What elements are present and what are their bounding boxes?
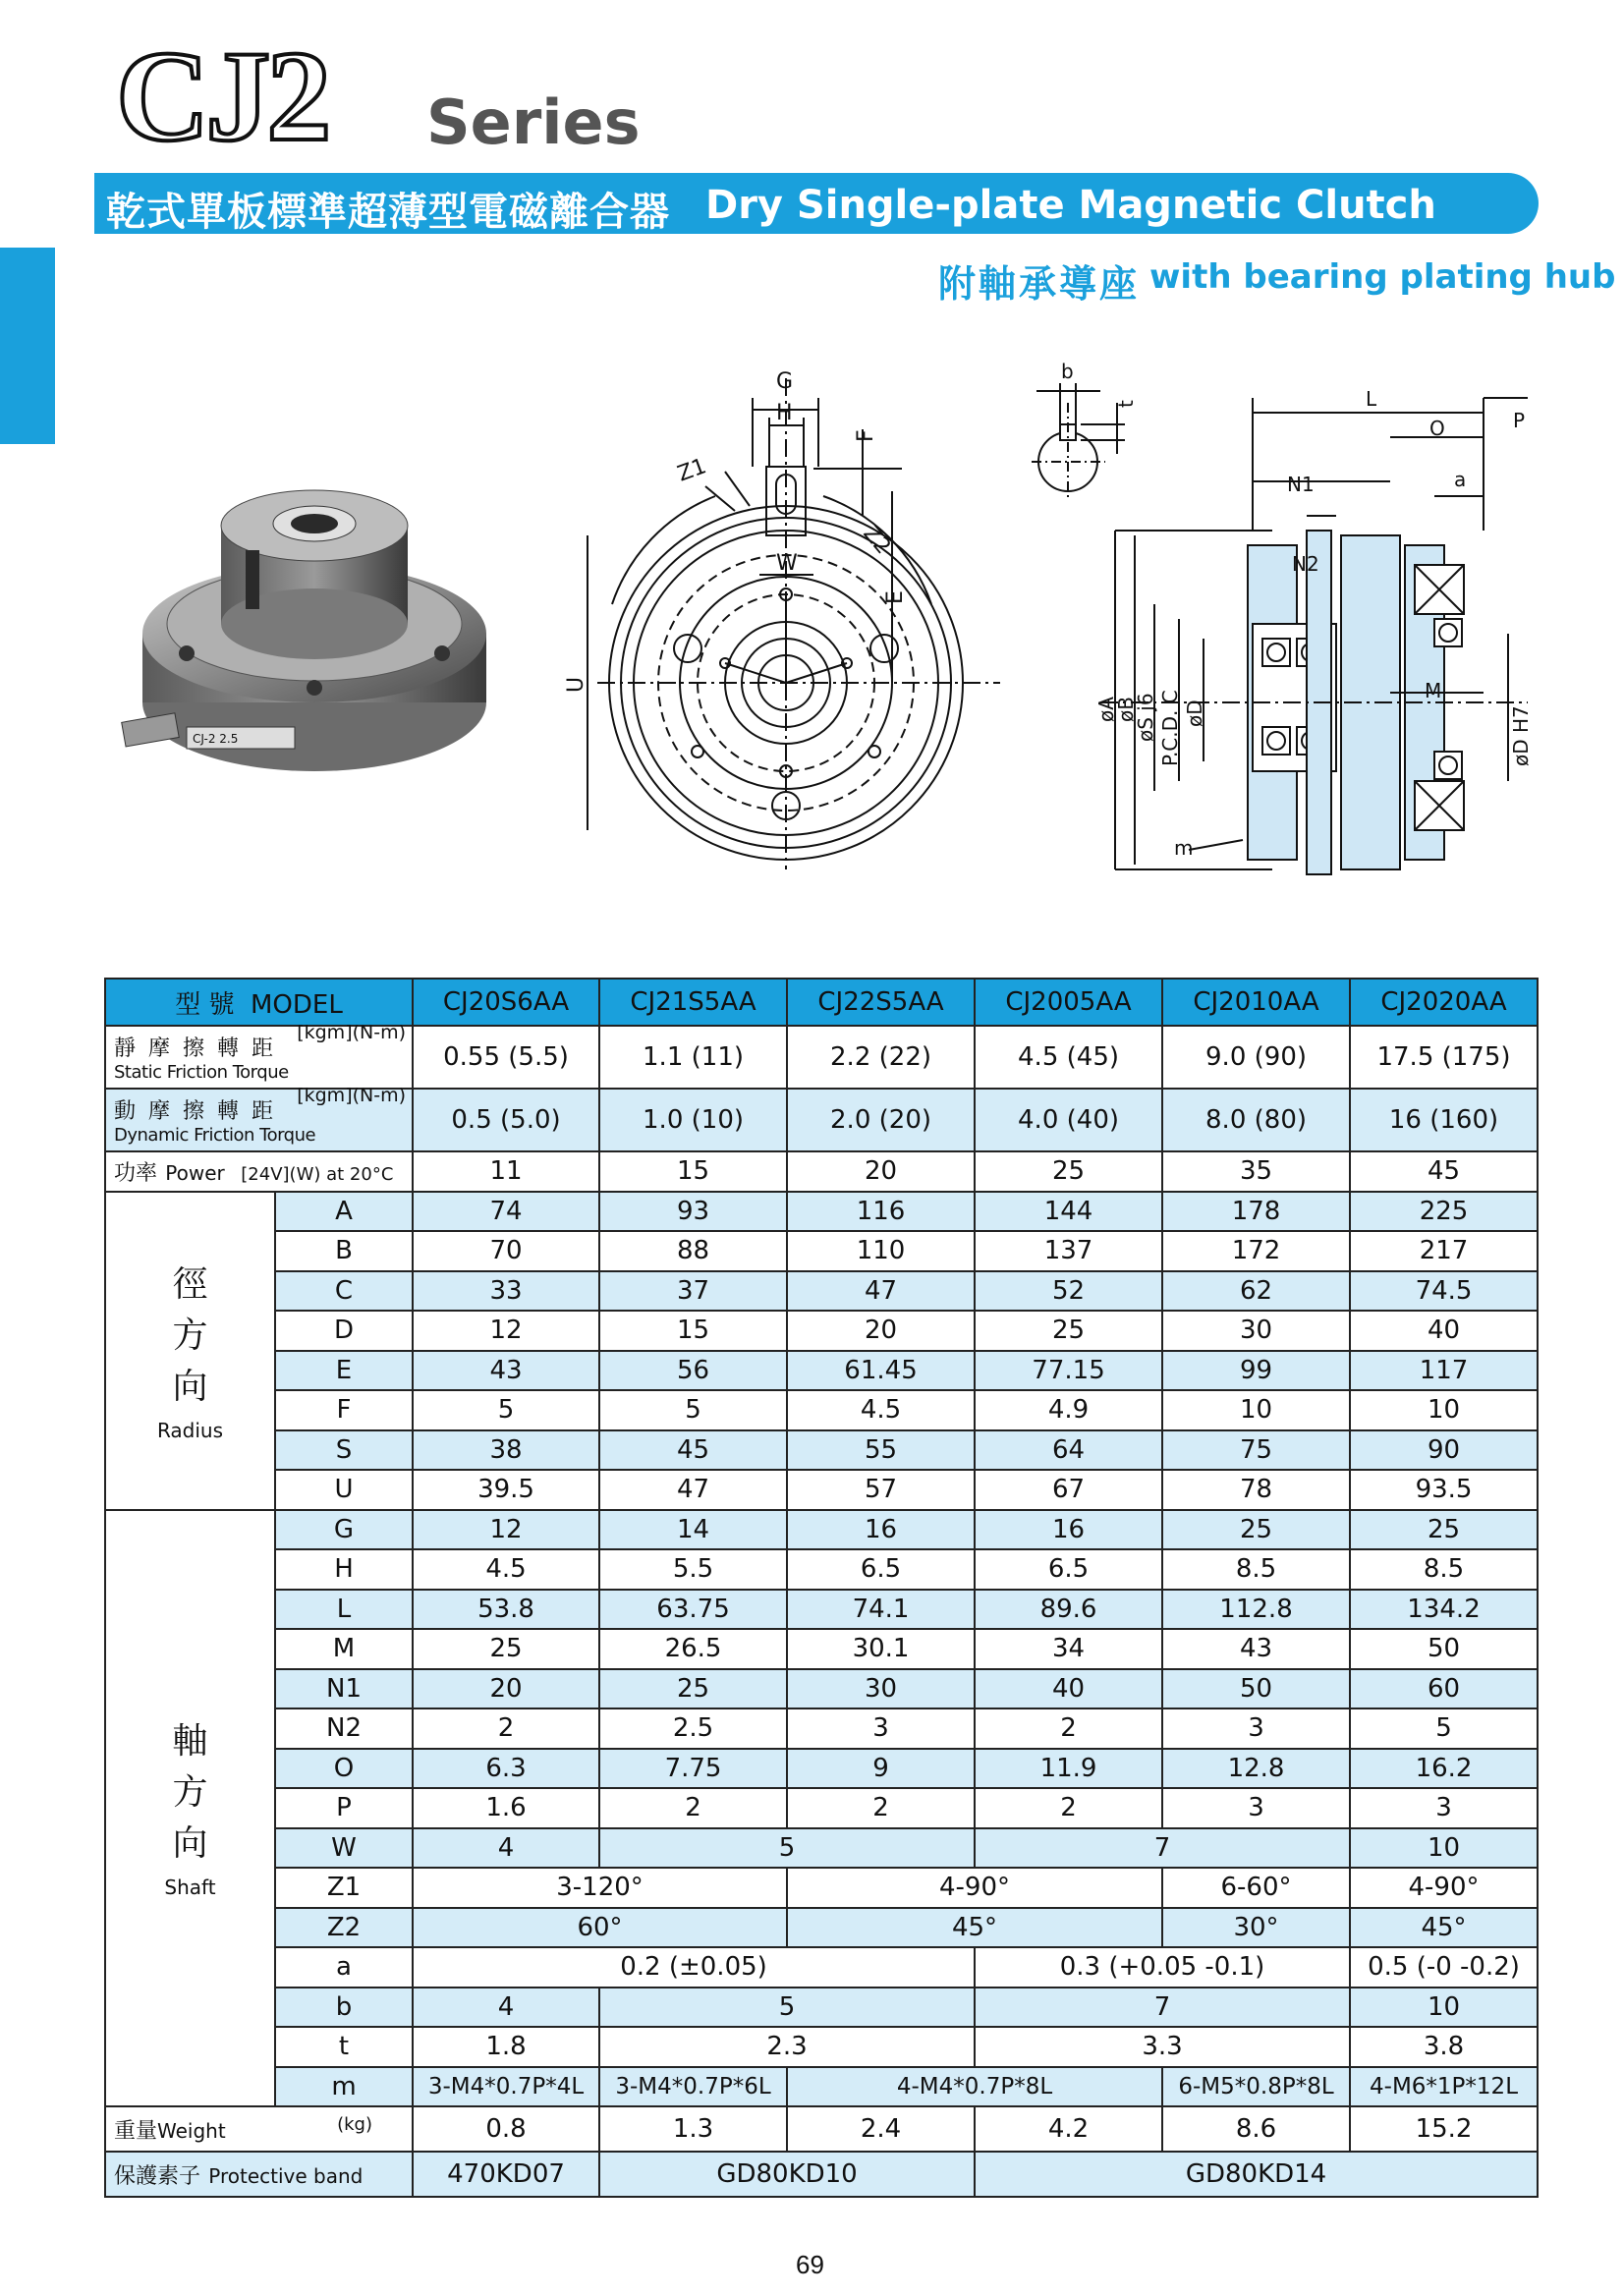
table-cell: 75 bbox=[1162, 1430, 1350, 1471]
table-cell: 4.9 bbox=[975, 1390, 1162, 1430]
table-cell: 20 bbox=[787, 1151, 975, 1192]
param-label: O bbox=[275, 1749, 413, 1789]
dim-F: F bbox=[854, 429, 878, 442]
table-cell: 30.1 bbox=[787, 1629, 975, 1669]
table-cell: 8.5 bbox=[1350, 1549, 1538, 1590]
photo-label: CJ-2 2.5 bbox=[193, 732, 239, 746]
table-cell: 5.5 bbox=[599, 1549, 787, 1590]
table-cell: 74.1 bbox=[787, 1590, 975, 1630]
table-cell: 25 bbox=[975, 1151, 1162, 1192]
radius-group-label: 徑 方 向 Radius bbox=[105, 1192, 275, 1510]
param-label: F bbox=[275, 1390, 413, 1430]
table-cell: 0.8 bbox=[413, 2106, 599, 2152]
table-cell: 12 bbox=[413, 1311, 599, 1351]
table-cell: 4 bbox=[413, 1828, 599, 1869]
model-cj2010aa: CJ2010AA bbox=[1162, 979, 1350, 1026]
table-cell: 55 bbox=[787, 1430, 975, 1471]
dim-U: U bbox=[564, 676, 588, 693]
table-cell: 15 bbox=[599, 1311, 787, 1351]
table-cell: 178 bbox=[1162, 1192, 1350, 1232]
table-cell: 56 bbox=[599, 1351, 787, 1391]
table-cell: 64 bbox=[975, 1430, 1162, 1471]
table-cell: 4-M4*0.7P*8L bbox=[787, 2067, 1162, 2107]
table-cell: 74 bbox=[413, 1192, 599, 1232]
model-cj22s5aa: CJ22S5AA bbox=[787, 979, 975, 1026]
table-cell: 470KD07 bbox=[413, 2152, 599, 2197]
table-cell: 38 bbox=[413, 1430, 599, 1471]
table-cell: 11.9 bbox=[975, 1749, 1162, 1789]
table-cell: 217 bbox=[1350, 1231, 1538, 1271]
param-label: W bbox=[275, 1828, 413, 1869]
table-cell: 0.2 (±0.05) bbox=[413, 1947, 975, 1988]
table-cell: 6.5 bbox=[787, 1549, 975, 1590]
table-cell: 35 bbox=[1162, 1151, 1350, 1192]
param-label: B bbox=[275, 1231, 413, 1271]
table-cell: 3-M4*0.7P*4L bbox=[413, 2067, 599, 2107]
table-cell: 0.5 (-0 -0.2) bbox=[1350, 1947, 1538, 1988]
table-cell: 20 bbox=[413, 1669, 599, 1709]
table-cell: 45 bbox=[1350, 1151, 1538, 1192]
table-cell: 3 bbox=[1162, 1708, 1350, 1749]
table-cell: 10 bbox=[1350, 1390, 1538, 1430]
param-label: t bbox=[275, 2027, 413, 2067]
table-cell: 2.0 (20) bbox=[787, 1089, 975, 1151]
table-cell: 4.5 (45) bbox=[975, 1026, 1162, 1089]
table-cell: 3 bbox=[1162, 1788, 1350, 1828]
dim-Z1: Z1 bbox=[674, 454, 710, 487]
dim-M: M bbox=[1425, 679, 1442, 702]
table-cell: 10 bbox=[1162, 1390, 1350, 1430]
param-label: M bbox=[275, 1629, 413, 1669]
logo-text: CJ2 bbox=[116, 24, 328, 168]
param-label: E bbox=[275, 1351, 413, 1391]
dim-O: O bbox=[1429, 417, 1445, 440]
table-cell: 5 bbox=[413, 1390, 599, 1430]
table-cell: 2.3 bbox=[599, 2027, 975, 2067]
table-cell: 74.5 bbox=[1350, 1271, 1538, 1312]
dim-N2: N2 bbox=[1292, 552, 1319, 576]
table-cell: 7 bbox=[975, 1988, 1350, 2028]
param-label: Z2 bbox=[275, 1908, 413, 1948]
table-cell: 47 bbox=[599, 1470, 787, 1510]
table-cell: 93 bbox=[599, 1192, 787, 1232]
model-cj20s6aa: CJ20S6AA bbox=[413, 979, 599, 1026]
table-cell: 4.5 bbox=[787, 1390, 975, 1430]
table-cell: 9.0 (90) bbox=[1162, 1026, 1350, 1089]
dim-phiD: øD bbox=[1183, 700, 1206, 727]
table-cell: 40 bbox=[975, 1669, 1162, 1709]
dim-W: W bbox=[776, 551, 798, 576]
table-cell: 60° bbox=[413, 1908, 787, 1948]
table-cell: 61.45 bbox=[787, 1351, 975, 1391]
table-cell: 7 bbox=[975, 1828, 1350, 1869]
param-label: H bbox=[275, 1549, 413, 1590]
table-cell: 15 bbox=[599, 1151, 787, 1192]
table-cell: 53.8 bbox=[413, 1590, 599, 1630]
table-cell: 93.5 bbox=[1350, 1470, 1538, 1510]
table-cell: 4-M6*1P*12L bbox=[1350, 2067, 1538, 2107]
table-cell: 99 bbox=[1162, 1351, 1350, 1391]
page-number: 69 bbox=[796, 2250, 824, 2279]
table-cell: 9 bbox=[787, 1749, 975, 1789]
table-cell: 0.5 (5.0) bbox=[413, 1089, 599, 1151]
table-cell: 78 bbox=[1162, 1470, 1350, 1510]
table-cell: 225 bbox=[1350, 1192, 1538, 1232]
param-label: N2 bbox=[275, 1708, 413, 1749]
table-cell: 5 bbox=[599, 1988, 975, 2028]
table-cell: 16 bbox=[975, 1510, 1162, 1550]
table-cell: 12 bbox=[413, 1510, 599, 1550]
table-cell: 1.8 bbox=[413, 2027, 599, 2067]
table-cell: 52 bbox=[975, 1271, 1162, 1312]
dim-phiS: øS j6 bbox=[1134, 693, 1157, 742]
power-label: 功率 Power [24V](W) at 20°C bbox=[105, 1151, 413, 1192]
table-cell: 2 bbox=[599, 1788, 787, 1828]
side-section-diagram bbox=[1095, 388, 1557, 889]
table-cell: 12.8 bbox=[1162, 1749, 1350, 1789]
table-cell: 17.5 (175) bbox=[1350, 1026, 1538, 1089]
dim-m: m bbox=[1174, 836, 1194, 860]
table-cell: 63.75 bbox=[599, 1590, 787, 1630]
shaft-group-label: 軸 方 向 Shaft bbox=[105, 1510, 275, 2107]
table-cell: 8.0 (80) bbox=[1162, 1089, 1350, 1151]
product-photo bbox=[128, 467, 501, 830]
dim-N1: N1 bbox=[1287, 473, 1315, 496]
dim-phiB: øB bbox=[1114, 697, 1138, 722]
param-label: G bbox=[275, 1510, 413, 1550]
table-cell: 88 bbox=[599, 1231, 787, 1271]
param-label: C bbox=[275, 1271, 413, 1312]
table-cell: 43 bbox=[413, 1351, 599, 1391]
model-cj21s5aa: CJ21S5AA bbox=[599, 979, 787, 1026]
table-cell: 6.3 bbox=[413, 1749, 599, 1789]
dim-L: L bbox=[1366, 387, 1377, 411]
table-cell: 2.4 bbox=[787, 2106, 975, 2152]
dim-b: b bbox=[1061, 360, 1074, 383]
subtitle-zh: 附軸承導座 bbox=[938, 262, 1141, 306]
table-cell: 2 bbox=[413, 1708, 599, 1749]
dim-G: G bbox=[776, 369, 794, 394]
table-cell: 40 bbox=[1350, 1311, 1538, 1351]
model-header: 型 號 MODEL bbox=[105, 979, 413, 1026]
table-cell: 4-90° bbox=[787, 1868, 1162, 1908]
dim-Z2: Z2 bbox=[858, 521, 896, 560]
dim-a: a bbox=[1454, 468, 1467, 491]
param-label: S bbox=[275, 1430, 413, 1471]
table-cell: 0.55 (5.5) bbox=[413, 1026, 599, 1089]
table-cell: 4-90° bbox=[1350, 1868, 1538, 1908]
dim-phiDH7: øD H7 bbox=[1509, 705, 1533, 766]
table-cell: 45° bbox=[787, 1908, 1162, 1948]
table-cell: 50 bbox=[1162, 1669, 1350, 1709]
table-cell: 5 bbox=[599, 1828, 975, 1869]
table-cell: 62 bbox=[1162, 1271, 1350, 1312]
table-cell: 7.75 bbox=[599, 1749, 787, 1789]
table-cell: 1.3 bbox=[599, 2106, 787, 2152]
table-cell: 25 bbox=[975, 1311, 1162, 1351]
table-cell: 5 bbox=[599, 1390, 787, 1430]
param-label: m bbox=[275, 2067, 413, 2107]
table-cell: 144 bbox=[975, 1192, 1162, 1232]
table-cell: 1.6 bbox=[413, 1788, 599, 1828]
table-cell: 2 bbox=[975, 1788, 1162, 1828]
param-label: a bbox=[275, 1947, 413, 1988]
table-cell: 8.5 bbox=[1162, 1549, 1350, 1590]
table-cell: 67 bbox=[975, 1470, 1162, 1510]
table-cell: 6.5 bbox=[975, 1549, 1162, 1590]
dim-pcdc: P.C.D. C bbox=[1158, 690, 1182, 766]
table-cell: 1.0 (10) bbox=[599, 1089, 787, 1151]
table-cell: 39.5 bbox=[413, 1470, 599, 1510]
protective-band-label: 保護素子 Protective band bbox=[105, 2152, 413, 2197]
table-cell: 16.2 bbox=[1350, 1749, 1538, 1789]
table-cell: 16 (160) bbox=[1350, 1089, 1538, 1151]
param-label: b bbox=[275, 1988, 413, 2028]
table-cell: GD80KD10 bbox=[599, 2152, 975, 2197]
table-cell: 70 bbox=[413, 1231, 599, 1271]
table-cell: 50 bbox=[1350, 1629, 1538, 1669]
table-cell: 112.8 bbox=[1162, 1590, 1350, 1630]
spec-table bbox=[104, 978, 1539, 2198]
table-cell: 77.15 bbox=[975, 1351, 1162, 1391]
table-cell: 4.2 bbox=[975, 2106, 1162, 2152]
table-cell: 3.8 bbox=[1350, 2027, 1538, 2067]
side-tab-marker bbox=[0, 248, 55, 444]
param-label: D bbox=[275, 1311, 413, 1351]
table-cell: 116 bbox=[787, 1192, 975, 1232]
table-cell: 4.0 (40) bbox=[975, 1089, 1162, 1151]
table-cell: 43 bbox=[1162, 1629, 1350, 1669]
table-cell: 60 bbox=[1350, 1669, 1538, 1709]
dynamic-torque-label: 動 摩 擦 轉 距 [kgm](N-m) Dynamic Friction Torque bbox=[105, 1089, 413, 1151]
table-cell: 25 bbox=[1350, 1510, 1538, 1550]
table-cell: 57 bbox=[787, 1470, 975, 1510]
table-cell: 137 bbox=[975, 1231, 1162, 1271]
table-cell: 3 bbox=[787, 1708, 975, 1749]
banner-title-en: Dry Single-plate Magnetic Clutch bbox=[705, 183, 1436, 228]
table-cell: 4 bbox=[413, 1988, 599, 2028]
table-cell: 4.5 bbox=[413, 1549, 599, 1590]
dim-H: H bbox=[776, 401, 793, 425]
table-cell: 25 bbox=[599, 1669, 787, 1709]
model-cj2005aa: CJ2005AA bbox=[975, 979, 1162, 1026]
table-cell: 2.5 bbox=[599, 1708, 787, 1749]
table-cell: 6-60° bbox=[1162, 1868, 1350, 1908]
static-torque-label: 靜 摩 擦 轉 距 [kgm](N-m) Static Friction Torque bbox=[105, 1026, 413, 1089]
table-cell: 45 bbox=[599, 1430, 787, 1471]
table-cell: GD80KD14 bbox=[975, 2152, 1538, 2197]
table-cell: 3-M4*0.7P*6L bbox=[599, 2067, 787, 2107]
banner-title-zh: 乾式單板標準超薄型電磁離合器 bbox=[106, 190, 670, 235]
table-cell: 134.2 bbox=[1350, 1590, 1538, 1630]
model-cj2020aa: CJ2020AA bbox=[1350, 979, 1538, 1026]
table-cell: 26.5 bbox=[599, 1629, 787, 1669]
table-cell: 110 bbox=[787, 1231, 975, 1271]
table-cell: 10 bbox=[1350, 1988, 1538, 2028]
table-cell: 8.6 bbox=[1162, 2106, 1350, 2152]
table-cell: 1.1 (11) bbox=[599, 1026, 787, 1089]
table-cell: 90 bbox=[1350, 1430, 1538, 1471]
table-cell: 11 bbox=[413, 1151, 599, 1192]
table-cell: 33 bbox=[413, 1271, 599, 1312]
table-cell: 16 bbox=[787, 1510, 975, 1550]
param-label: P bbox=[275, 1788, 413, 1828]
table-cell: 37 bbox=[599, 1271, 787, 1312]
table-cell: 117 bbox=[1350, 1351, 1538, 1391]
table-cell: 30 bbox=[787, 1669, 975, 1709]
table-cell: 3.3 bbox=[975, 2027, 1350, 2067]
series-label: Series bbox=[426, 86, 641, 158]
table-cell: 2 bbox=[975, 1708, 1162, 1749]
table-cell: 45° bbox=[1350, 1908, 1538, 1948]
table-cell: 0.3 (+0.05 -0.1) bbox=[975, 1947, 1350, 1988]
param-label: U bbox=[275, 1470, 413, 1510]
dim-P: P bbox=[1513, 409, 1526, 432]
param-label: Z1 bbox=[275, 1868, 413, 1908]
table-cell: 10 bbox=[1350, 1828, 1538, 1869]
table-cell: 89.6 bbox=[975, 1590, 1162, 1630]
table-cell: 20 bbox=[787, 1311, 975, 1351]
dim-t: t bbox=[1114, 400, 1138, 408]
param-label: N1 bbox=[275, 1669, 413, 1709]
table-cell: 30° bbox=[1162, 1908, 1350, 1948]
table-cell: 14 bbox=[599, 1510, 787, 1550]
table-cell: 2.2 (22) bbox=[787, 1026, 975, 1089]
front-view-diagram bbox=[564, 359, 1039, 889]
table-cell: 34 bbox=[975, 1629, 1162, 1669]
table-cell: 6-M5*0.8P*8L bbox=[1162, 2067, 1350, 2107]
table-cell: 15.2 bbox=[1350, 2106, 1538, 2152]
table-cell: 3-120° bbox=[413, 1868, 787, 1908]
table-cell: 30 bbox=[1162, 1311, 1350, 1351]
table-cell: 5 bbox=[1350, 1708, 1538, 1749]
table-cell: 172 bbox=[1162, 1231, 1350, 1271]
table-cell: 25 bbox=[413, 1629, 599, 1669]
table-cell: 3 bbox=[1350, 1788, 1538, 1828]
table-cell: 2 bbox=[787, 1788, 975, 1828]
table-cell: 25 bbox=[1162, 1510, 1350, 1550]
table-cell: 47 bbox=[787, 1271, 975, 1312]
dim-E: E bbox=[883, 590, 908, 604]
param-label: L bbox=[275, 1590, 413, 1630]
dim-phiA: øA bbox=[1094, 697, 1118, 722]
series-logo bbox=[116, 24, 328, 168]
weight-label: 重量Weight (kg) bbox=[105, 2106, 413, 2152]
subtitle-en: with bearing plating hub bbox=[1149, 257, 1616, 297]
param-label: A bbox=[275, 1192, 413, 1232]
